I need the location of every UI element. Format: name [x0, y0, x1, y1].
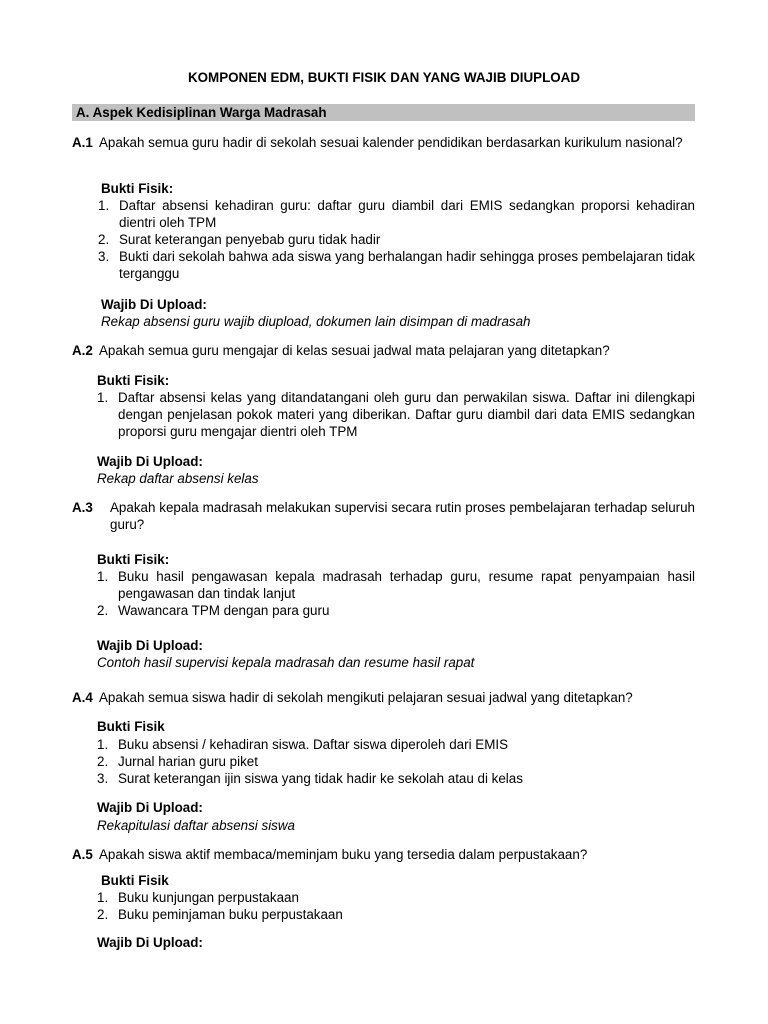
bukti-fisik-heading: Bukti Fisik:: [101, 181, 174, 196]
list-item: 2. Jurnal harian guru piket: [97, 754, 258, 769]
question-text: Apakah semua siswa hadir di sekolah mengikuti pelajaran sesuai jadwal yang ditetapkan?: [99, 690, 633, 705]
section-heading: A. Aspek Kedisiplinan Warga Madrasah: [72, 104, 695, 121]
question-number: A.2: [72, 343, 93, 358]
question-a2: [72, 342, 695, 359]
bukti-fisik-list: [98, 197, 695, 282]
list-item: 3. Bukti dari sekolah bahwa ada siswa yang berhalangan hadir sehingga proses pembelajaran tidak terganggu: [98, 249, 695, 281]
list-item: 1. Buku hasil pengawasan kepala madrasah terhadap guru, resume rapat penyampaian hasil pengawasan dan tindak lanjut: [97, 569, 695, 601]
question-a5: [72, 846, 695, 863]
document-title: KOMPONEN EDM, BUKTI FISIK DAN YANG WAJIB DIUPLOAD: [187, 70, 581, 85]
wajib-upload-heading: Wajib Di Upload:: [97, 800, 203, 815]
list-item: 2. Surat keterangan penyebab guru tidak hadir: [98, 232, 381, 247]
wajib-upload-text: Contoh hasil supervisi kepala madrasah dan resume hasil rapat: [97, 655, 475, 670]
bukti-fisik-heading: Bukti Fisik: [97, 719, 165, 734]
list-item: 1. Buku kunjungan perpustakaan: [97, 890, 299, 905]
wajib-upload-text: Rekap absensi guru wajib diupload, dokumen lain disimpan di madrasah: [101, 314, 531, 329]
list-item: 2. Buku peminjaman buku perpustakaan: [97, 907, 343, 922]
list-item: 1. Daftar absensi kehadiran guru: daftar guru diambil dari EMIS sedangkan proporsi kehadiran dientri oleh TPM: [98, 198, 695, 230]
question-text: Apakah siswa aktif membaca/meminjam buku yang tersedia dalam perpustakaan?: [99, 847, 588, 862]
question-number: A.3: [72, 500, 93, 515]
wajib-upload-text: Rekapitulasi daftar absensi siswa: [97, 818, 295, 833]
question-text: Apakah semua guru mengajar di kelas sesuai jadwal mata pelajaran yang ditetapkan?: [99, 343, 610, 358]
question-text: Apakah kepala madrasah melakukan supervisi secara rutin proses pembelajaran terhadap seluruh guru?: [110, 500, 695, 532]
bukti-fisik-heading: Bukti Fisik: [101, 873, 169, 888]
wajib-upload-heading: Wajib Di Upload:: [97, 454, 203, 469]
bukti-fisik-list: [97, 736, 695, 787]
wajib-upload-heading: Wajib Di Upload:: [101, 297, 207, 312]
list-item: 1. Buku absensi / kehadiran siswa. Daftar siswa diperoleh dari EMIS: [97, 737, 509, 752]
question-number: A.5: [72, 847, 93, 862]
bukti-fisik-list: [97, 389, 695, 440]
bukti-fisik-heading: Bukti Fisik:: [97, 373, 170, 388]
question-number: A.4: [72, 690, 93, 705]
wajib-upload-heading: Wajib Di Upload:: [97, 638, 203, 653]
question-number: A.1: [72, 135, 93, 150]
question-a3: [72, 499, 695, 533]
bukti-fisik-list: [97, 568, 695, 619]
list-item: 3. Surat keterangan ijin siswa yang tidak hadir ke sekolah atau di kelas: [97, 771, 523, 786]
list-item: 2. Wawancara TPM dengan para guru: [97, 603, 330, 618]
question-a1: [72, 134, 695, 151]
wajib-upload-heading: Wajib Di Upload:: [97, 935, 203, 950]
list-item: 1. Daftar absensi kelas yang ditandatangani oleh guru dan perwakilan siswa. Daftar ini dilengkapi dengan penjelasan pokok materi yang diberikan. Daftar guru diambil dari data EMIS sedangkan proporsi guru mengajar dientri oleh TPM: [97, 390, 695, 439]
bukti-fisik-list: [97, 889, 695, 923]
question-text: Apakah semua guru hadir di sekolah sesuai kalender pendidikan berdasarkan kurikulum nasional?: [99, 135, 683, 150]
wajib-upload-text: Rekap daftar absensi kelas: [97, 471, 259, 486]
question-a4: [72, 689, 695, 706]
bukti-fisik-heading: Bukti Fisik:: [97, 552, 170, 567]
